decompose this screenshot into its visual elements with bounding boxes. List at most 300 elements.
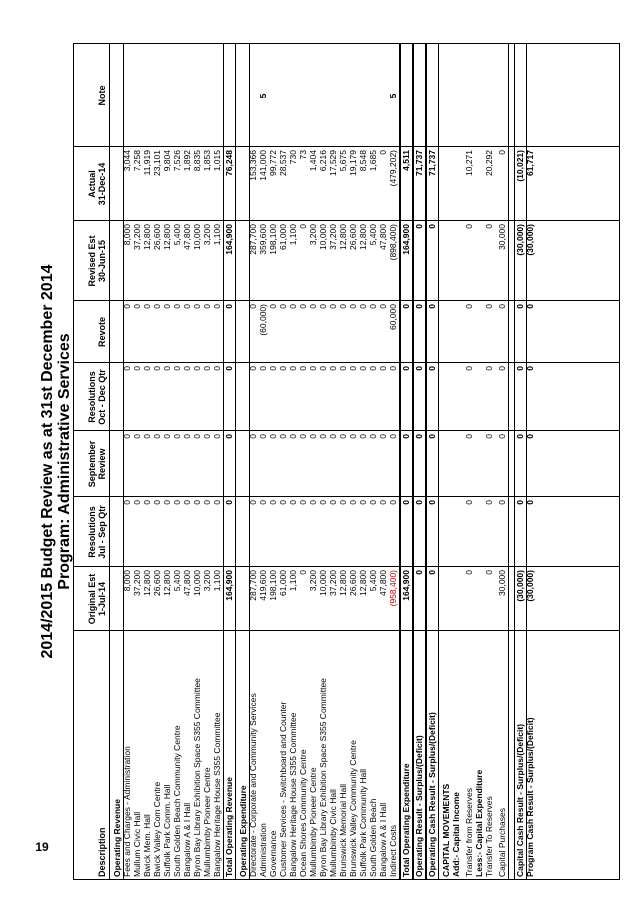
table-cell: 0 — [212, 434, 222, 439]
column-divider — [74, 630, 619, 631]
table-cell: 164,900 — [224, 224, 234, 255]
table-cell: 19,179 — [348, 150, 358, 176]
column-header — [74, 44, 110, 147]
row-label: Suffolk Park Community Hall — [358, 768, 368, 877]
row-label: Operating Revenue — [112, 799, 122, 877]
table-cell: 0 — [401, 434, 411, 439]
table-cell: 12,800 — [162, 224, 172, 250]
table-cell: 0 — [298, 434, 308, 439]
table-cell: 61,000 — [278, 224, 288, 250]
table-cell: 1,100 — [288, 570, 298, 592]
table-cell: 47,800 — [182, 570, 192, 596]
table-cell: 0 — [132, 500, 142, 505]
table-cell: 0 — [278, 434, 288, 439]
table-cell: 198,100 — [268, 570, 278, 601]
column-header — [74, 497, 110, 567]
table-cell: 198,100 — [268, 224, 278, 255]
table-cell: 10,000 — [192, 570, 202, 596]
table-cell: 0 — [298, 366, 308, 371]
table-cell: 0 — [212, 500, 222, 505]
table-cell: 0 — [414, 500, 424, 505]
table-cell: (30,000) — [515, 224, 525, 256]
column-header-line: Resolutions — [87, 506, 97, 558]
table-cell: 0 — [525, 500, 535, 505]
column-header-line: Revised Est — [87, 235, 97, 287]
table-cell: 0 — [224, 366, 234, 371]
column-header — [74, 631, 110, 879]
table-cell: 5 — [388, 93, 398, 99]
table-cell: 61,000 — [278, 570, 288, 596]
table-cell: 0 — [308, 434, 318, 439]
table-cell: 0 — [427, 366, 437, 371]
table-cell: 0 — [132, 434, 142, 439]
table-cell: 0 — [464, 224, 474, 229]
column-header-line: Jul - Sep Qtr — [97, 505, 107, 559]
table-cell: 47,800 — [378, 570, 388, 596]
table-cell: 0 — [427, 570, 437, 575]
column-header-line: September — [87, 440, 97, 488]
report-subtitle: Program: Administrative Services — [56, 333, 73, 590]
table-cell: 0 — [358, 366, 368, 371]
row-label: Total Operating Revenue — [224, 777, 234, 877]
table-cell: 141,000 — [258, 150, 268, 181]
column-divider — [74, 430, 619, 431]
row-label: Program Cash Result - Surplus/(Deficit) — [525, 717, 535, 877]
table-cell: 1,100 — [212, 570, 222, 592]
table-cell: 26,600 — [152, 224, 162, 250]
table-cell: 0 — [258, 500, 268, 505]
row-label: Mullumbimby Pioneer Centre — [202, 767, 212, 877]
table-cell: 0 — [182, 500, 192, 505]
table-cell: 1,853 — [202, 150, 212, 172]
table-cell: 0 — [497, 500, 507, 505]
budget-table — [73, 43, 620, 880]
row-label: South Golden Beach Community Centre — [172, 725, 182, 877]
row-label: Add:- Capital Income — [451, 791, 461, 877]
table-cell: 61,717 — [525, 150, 535, 176]
table-cell: 164,900 — [401, 570, 411, 601]
row-label: Operating Expenditure — [238, 785, 248, 877]
column-header-line: Review — [97, 448, 107, 480]
row-label: Byron Bay Library Exhibition Space S355 Committee — [192, 678, 202, 877]
column-header-line: Note — [97, 85, 107, 106]
table-cell: (958,400) — [388, 570, 398, 607]
table-cell: 10,000 — [192, 224, 202, 250]
table-cell: 0 — [152, 500, 162, 505]
row-label: Bangalow Heritage House S355 Committee — [288, 712, 298, 877]
res-oct-dec-column — [74, 363, 619, 431]
table-cell: 1,100 — [212, 224, 222, 246]
report-titles — [40, 43, 73, 880]
row-label: Mullumbimby Pioneer Centre — [308, 767, 318, 877]
table-cell: 0 — [172, 500, 182, 505]
column-header-line: Description — [97, 827, 107, 877]
table-cell: 0 — [248, 434, 258, 439]
table-cell: 0 — [192, 434, 202, 439]
table-cell: 0 — [298, 570, 308, 575]
row-divider — [508, 44, 509, 879]
table-cell: 0 — [172, 304, 182, 309]
row-label: Transfer from Reserves — [464, 788, 474, 877]
table-cell: 0 — [258, 366, 268, 371]
table-cell: 0 — [248, 304, 258, 309]
table-cell: 0 — [152, 304, 162, 309]
table-cell: 0 — [414, 570, 424, 575]
row-label: Directorate - Corporate and Community Services — [248, 693, 258, 877]
table-cell: 0 — [358, 500, 368, 505]
row-label: South Golden Beach — [368, 798, 378, 877]
row-label: Ocean Shores Community Centre — [298, 749, 308, 877]
table-cell: 0 — [142, 500, 152, 505]
table-cell: 0 — [484, 500, 494, 505]
table-cell: 0 — [318, 500, 328, 505]
table-cell: 0 — [212, 304, 222, 309]
column-divider — [74, 146, 619, 147]
row-divider — [514, 44, 515, 879]
table-cell: 0 — [515, 434, 525, 439]
column-header — [74, 221, 110, 301]
table-cell: 23,101 — [152, 150, 162, 176]
table-cell: 0 — [152, 434, 162, 439]
table-cell: 0 — [248, 366, 258, 371]
row-label: Mullum Civic Hall — [132, 811, 142, 877]
row-divider — [400, 44, 401, 879]
row-label: Transfer To Reserves — [484, 796, 494, 877]
row-divider — [123, 44, 124, 879]
table-cell: 8,548 — [358, 150, 368, 172]
table-cell: 26,600 — [348, 224, 358, 250]
row-label: Capital Cash Result - Surplus/(Deficit) — [515, 723, 525, 877]
table-cell: 73 — [298, 150, 308, 160]
table-cell: 0 — [142, 304, 152, 309]
table-cell: 37,200 — [132, 224, 142, 250]
table-cell: 0 — [338, 500, 348, 505]
row-label: Capital Purchases — [497, 808, 507, 877]
table-cell: 0 — [414, 224, 424, 229]
table-cell: 0 — [378, 304, 388, 309]
table-cell: 0 — [427, 224, 437, 229]
row-label: Bangalow Heritage House S355 Committee — [212, 712, 222, 877]
table-cell: 0 — [378, 150, 388, 155]
table-cell: 359,600 — [258, 224, 268, 255]
row-divider — [413, 44, 414, 879]
table-cell: 60,000 — [388, 304, 398, 330]
table-cell: 0 — [278, 500, 288, 505]
table-cell: 0 — [288, 434, 298, 439]
table-cell: 12,800 — [358, 224, 368, 250]
table-cell: 0 — [122, 304, 132, 309]
table-cell: 0 — [308, 304, 318, 309]
table-cell: 0 — [368, 304, 378, 309]
table-cell: 730 — [288, 150, 298, 165]
table-cell: (898,400) — [388, 224, 398, 261]
table-cell: 0 — [464, 366, 474, 371]
column-header — [74, 567, 110, 631]
table-cell: 0 — [338, 434, 348, 439]
table-cell: 12,800 — [338, 224, 348, 250]
row-label: Fees and Charges - Administration — [122, 746, 132, 877]
table-cell: 0 — [525, 434, 535, 439]
table-cell: 71,737 — [427, 150, 437, 176]
table-cell: 0 — [318, 304, 328, 309]
table-cell: 0 — [368, 366, 378, 371]
table-cell: 5,400 — [368, 224, 378, 246]
row-label: Operating Result - Surplus/(Deficit) — [414, 735, 424, 877]
table-cell: 0 — [497, 150, 507, 155]
table-cell: 37,200 — [328, 224, 338, 250]
table-cell: 7,526 — [172, 150, 182, 172]
table-cell: 0 — [132, 366, 142, 371]
table-cell: 10,000 — [318, 570, 328, 596]
table-cell: 0 — [162, 304, 172, 309]
column-header — [74, 301, 110, 363]
table-cell: 8,000 — [122, 224, 132, 246]
row-label: Brunswick Memorial Hall — [338, 783, 348, 877]
table-cell: 0 — [484, 224, 494, 229]
table-cell: 0 — [484, 366, 494, 371]
description-column — [74, 631, 619, 879]
table-cell: 0 — [348, 304, 358, 309]
table-cell: 3,044 — [122, 150, 132, 172]
table-cell: 11,919 — [142, 150, 152, 176]
row-divider — [249, 44, 250, 879]
res-jul-sep-column — [74, 497, 619, 567]
table-cell: 0 — [278, 304, 288, 309]
row-label: Bangalow A & I Hall — [378, 802, 388, 877]
table-cell: 0 — [268, 366, 278, 371]
rotated-report — [40, 43, 620, 880]
table-cell: 0 — [368, 500, 378, 505]
table-cell: 3,200 — [308, 224, 318, 246]
table-cell: 0 — [268, 304, 278, 309]
actual-column — [74, 147, 619, 221]
table-cell: 8,000 — [122, 570, 132, 592]
column-divider — [74, 300, 619, 301]
row-label: Total Operating Expenditure — [401, 763, 411, 877]
table-cell: 26,600 — [152, 570, 162, 596]
row-label: Customer Services - Switchboard and Counter — [278, 701, 288, 877]
row-label: Bwick Mem. Hall — [142, 814, 152, 877]
table-cell: 0 — [497, 304, 507, 309]
column-header-line: 30-Jun-15 — [97, 239, 107, 283]
table-cell: 99,772 — [268, 150, 278, 176]
september-review-column — [74, 431, 619, 497]
table-cell: 0 — [338, 366, 348, 371]
table-cell: 0 — [202, 304, 212, 309]
table-cell: 0 — [298, 224, 308, 229]
table-cell: 0 — [525, 304, 535, 309]
row-label: Byron Bay Library Exhibition Space S355 Committee — [318, 678, 328, 877]
table-cell: 153,366 — [248, 150, 258, 181]
table-cell: 0 — [318, 434, 328, 439]
table-cell: 0 — [202, 434, 212, 439]
table-cell: 47,800 — [182, 224, 192, 250]
column-header-line: 1-Jul-14 — [97, 582, 107, 617]
table-cell: (10,021) — [515, 150, 525, 182]
table-cell: 0 — [358, 304, 368, 309]
table-cell: 0 — [401, 304, 411, 309]
row-divider — [438, 44, 439, 879]
column-header-line: 31-Dec-14 — [97, 162, 107, 206]
table-cell: 419,600 — [258, 570, 268, 601]
row-label: Less:- Capital Expenditure — [474, 769, 484, 877]
table-cell: 0 — [288, 500, 298, 505]
table-cell: 8,835 — [192, 150, 202, 172]
table-cell: 20,292 — [484, 150, 494, 176]
column-divider — [74, 566, 619, 567]
table-cell: 26,600 — [348, 570, 358, 596]
table-cell: 1,100 — [288, 224, 298, 246]
table-cell: 76,248 — [224, 150, 234, 176]
table-cell: (30,000) — [525, 224, 535, 256]
column-header-line: Actual — [87, 170, 97, 198]
table-cell: 0 — [278, 366, 288, 371]
table-cell: 30,000 — [497, 570, 507, 596]
table-cell: 0 — [484, 570, 494, 575]
table-cell: 0 — [515, 500, 525, 505]
note-column — [74, 44, 619, 147]
table-cell: 0 — [224, 304, 234, 309]
table-cell: 10,000 — [318, 224, 328, 250]
column-header-line: Oct - Dec Qtr — [97, 369, 107, 425]
table-cell: 0 — [202, 500, 212, 505]
table-cell: 0 — [162, 500, 172, 505]
row-label: Suffolk Park Comm. Hall — [162, 784, 172, 877]
table-cell: 1,685 — [368, 150, 378, 172]
table-cell: 0 — [328, 434, 338, 439]
table-cell: 164,900 — [401, 224, 411, 255]
column-divider — [74, 362, 619, 363]
table-cell: 0 — [401, 366, 411, 371]
table-cell: 0 — [378, 366, 388, 371]
table-cell: 6,216 — [318, 150, 328, 172]
table-cell: 4,511 — [401, 150, 411, 171]
table-cell: 0 — [328, 366, 338, 371]
table-cell: 0 — [182, 434, 192, 439]
table-cell: 0 — [132, 304, 142, 309]
row-label: Operating Cash Result - Surplus/(Deficit) — [427, 712, 437, 877]
page-number: 19 — [35, 840, 49, 854]
table-cell: 287,700 — [248, 224, 258, 255]
table-cell: 0 — [348, 500, 358, 505]
table-cell: 12,800 — [142, 224, 152, 250]
table-cell: 0 — [348, 366, 358, 371]
table-cell: 0 — [525, 366, 535, 371]
column-divider — [74, 496, 619, 497]
table-cell: 0 — [212, 366, 222, 371]
table-cell: 0 — [484, 434, 494, 439]
table-cell: 0 — [348, 434, 358, 439]
row-divider — [223, 44, 224, 879]
table-cell: 0 — [122, 434, 132, 439]
table-cell: 0 — [464, 304, 474, 309]
table-cell: 0 — [142, 434, 152, 439]
column-header-line: Revote — [97, 317, 107, 348]
table-cell: 1,404 — [308, 150, 318, 172]
table-cell: 12,800 — [358, 570, 368, 596]
table-cell: 1,892 — [182, 150, 192, 172]
table-cell: 5 — [258, 93, 268, 99]
table-cell: 164,900 — [224, 570, 234, 601]
table-cell: (479,202) — [388, 150, 398, 187]
column-divider — [74, 220, 619, 221]
table-cell: 0 — [378, 434, 388, 439]
table-cell: 12,800 — [162, 570, 172, 596]
table-cell: (30,000) — [525, 570, 535, 602]
table-cell: 0 — [427, 304, 437, 309]
table-cell: 0 — [248, 500, 258, 505]
column-header — [74, 431, 110, 497]
table-cell: 5,675 — [338, 150, 348, 172]
table-cell: 287,700 — [248, 570, 258, 601]
table-cell: 0 — [328, 304, 338, 309]
table-cell: 0 — [497, 366, 507, 371]
table-cell: 0 — [414, 366, 424, 371]
row-divider — [235, 44, 236, 879]
table-cell: 0 — [122, 366, 132, 371]
column-header-line: Resolutions — [87, 371, 97, 423]
table-cell: 3,200 — [202, 224, 212, 246]
table-cell: 0 — [142, 366, 152, 371]
revised-est-column — [74, 221, 619, 301]
table-cell: 0 — [338, 304, 348, 309]
table-cell: 0 — [464, 570, 474, 575]
table-cell: 12,800 — [142, 570, 152, 596]
table-cell: 28,537 — [278, 150, 288, 176]
table-cell: 7,258 — [132, 150, 142, 172]
column-header — [74, 363, 110, 431]
table-cell: 0 — [182, 366, 192, 371]
table-cell: 0 — [427, 500, 437, 505]
table-cell: 0 — [515, 304, 525, 309]
table-cell: 0 — [308, 500, 318, 505]
table-cell: 0 — [464, 434, 474, 439]
table-cell: 0 — [464, 500, 474, 505]
table-cell: 30,000 — [497, 224, 507, 250]
table-cell: 0 — [172, 366, 182, 371]
table-cell: 0 — [202, 366, 212, 371]
table-cell: 1,015 — [212, 150, 222, 172]
table-cell: 5,400 — [368, 570, 378, 592]
table-cell: 71,737 — [414, 150, 424, 176]
table-cell: 0 — [388, 434, 398, 439]
report-title: 2014/2015 Budget Review as at 31st December 2014 — [39, 264, 56, 659]
table-cell: 9,804 — [162, 150, 172, 172]
table-cell: 0 — [192, 366, 202, 371]
table-cell: 0 — [414, 304, 424, 309]
table-cell: 3,200 — [308, 570, 318, 592]
table-cell: 0 — [484, 304, 494, 309]
revote-column — [74, 301, 619, 363]
table-cell: 5,400 — [172, 224, 182, 246]
row-label: Indirect Costs — [388, 825, 398, 877]
table-cell: 0 — [497, 434, 507, 439]
table-cell: 0 — [298, 500, 308, 505]
table-cell: 0 — [122, 500, 132, 505]
table-cell: 0 — [388, 500, 398, 505]
table-cell: 0 — [192, 500, 202, 505]
table-cell: 0 — [162, 434, 172, 439]
table-cell: 0 — [172, 434, 182, 439]
row-divider — [426, 44, 427, 879]
table-cell: 47,800 — [378, 224, 388, 250]
table-cell: (30,000) — [515, 570, 525, 602]
row-label: Administration — [258, 823, 268, 877]
column-header-line: Original Est — [87, 573, 97, 625]
table-cell: 0 — [268, 500, 278, 505]
original-est-column — [74, 567, 619, 631]
table-cell: 0 — [414, 434, 424, 439]
